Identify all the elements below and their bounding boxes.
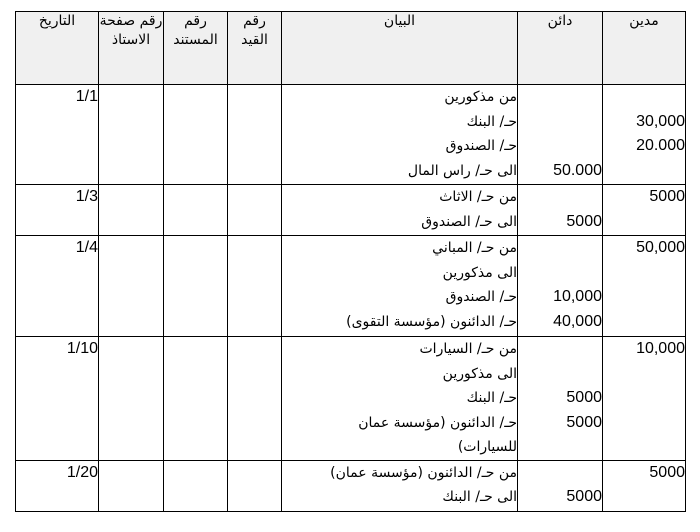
credit-value — [518, 337, 602, 362]
journal-entries-table — [15, 11, 686, 512]
document-no-cell — [164, 185, 228, 236]
description-line: للسيارات) — [457, 439, 517, 455]
credit-cell — [518, 460, 603, 511]
debit-value: 10,000 — [636, 340, 685, 357]
debit-value: 5000 — [649, 463, 685, 481]
description-line: حـ/ الدائنون (مؤسسة التقوى) — [346, 313, 517, 330]
debit-value: 50,000 — [636, 239, 685, 256]
debit-value — [603, 362, 685, 387]
credit-value — [518, 461, 602, 486]
debit-value — [603, 261, 685, 286]
description-line: حـ/ البنك — [466, 113, 517, 130]
credit-value — [518, 435, 602, 460]
credit-value: 5000 — [566, 488, 602, 505]
ledger-page-cell — [99, 85, 164, 185]
credit-value — [518, 85, 602, 110]
debit-cell — [603, 236, 686, 337]
description-line: من حـ/ المباني — [432, 240, 517, 256]
credit-value: 5000 — [566, 413, 602, 431]
header-document-no: رقم المستند — [164, 12, 228, 85]
credit-value — [518, 134, 602, 159]
header-description: البيان — [282, 12, 518, 85]
entry-no-cell — [228, 236, 282, 337]
debit-value — [603, 485, 685, 510]
entry-no-cell — [228, 460, 282, 511]
description-line: من حـ/ الدائنون (مؤسسة عمان) — [330, 464, 517, 481]
description-line: من مذكورين — [444, 89, 517, 105]
debit-value — [603, 159, 685, 184]
description-line: حـ/ الدائنون (مؤسسة عمان — [358, 414, 517, 431]
debit-value: 5000 — [649, 188, 685, 205]
credit-value — [518, 362, 602, 387]
date-cell: 1/1 — [16, 85, 99, 185]
header-entry-no: رقم القيد — [228, 12, 282, 85]
debit-value — [603, 210, 685, 235]
description-line: حـ/ الصندوق — [445, 138, 517, 154]
table-row — [16, 185, 686, 236]
debit-value — [603, 386, 685, 411]
description-line: الى حـ/ راس المال — [407, 162, 517, 179]
debit-value — [603, 411, 685, 436]
document-no-cell — [164, 460, 228, 511]
description-line: الى حـ/ البنك — [442, 489, 517, 505]
description-cell — [282, 460, 518, 511]
credit-value — [518, 110, 602, 135]
credit-value — [518, 261, 602, 286]
date-cell: 1/20 — [16, 460, 99, 511]
debit-cell — [603, 337, 686, 461]
date-cell: 1/3 — [16, 185, 99, 236]
debit-cell — [603, 85, 686, 185]
description-cell — [282, 85, 518, 185]
description-cell — [282, 236, 518, 337]
header-debit: مدين — [603, 12, 686, 85]
ledger-page-cell — [99, 460, 164, 511]
debit-value: 30,000 — [636, 112, 685, 130]
debit-cell — [603, 185, 686, 236]
ledger-page-cell — [99, 236, 164, 337]
description-line: الى مذكورين — [442, 365, 517, 382]
debit-value — [603, 310, 685, 335]
table-row — [16, 85, 686, 185]
credit-cell — [518, 85, 603, 185]
description-line: من حـ/ الاثاث — [439, 189, 517, 205]
header-credit: دائن — [518, 12, 603, 85]
credit-value: 10,000 — [553, 288, 602, 305]
description-cell — [282, 185, 518, 236]
credit-value: 5000 — [566, 389, 602, 406]
credit-value — [518, 185, 602, 210]
description-line: الى مذكورين — [442, 264, 517, 281]
header-ledger-page: رقم صفحة الاستاذ — [99, 12, 164, 85]
debit-value: 20.000 — [636, 137, 685, 154]
header-date: التاريخ — [16, 12, 99, 85]
document-no-cell — [164, 236, 228, 337]
entry-no-cell — [228, 85, 282, 185]
credit-value: 40,000 — [553, 312, 602, 330]
description-line: من حـ/ السيارات — [419, 341, 517, 357]
header-row — [16, 12, 686, 85]
description-line: الى حـ/ الصندوق — [421, 213, 517, 230]
credit-value — [518, 236, 602, 261]
ledger-page-cell — [99, 185, 164, 236]
debit-cell — [603, 460, 686, 511]
entry-no-cell — [228, 337, 282, 461]
credit-value: 50.000 — [553, 161, 602, 179]
date-cell: 1/10 — [16, 337, 99, 461]
description-line: حـ/ البنك — [466, 390, 517, 406]
credit-value: 5000 — [566, 212, 602, 230]
description-cell — [282, 337, 518, 461]
document-no-cell — [164, 85, 228, 185]
debit-value — [603, 285, 685, 310]
debit-value — [603, 85, 685, 110]
credit-cell — [518, 337, 603, 461]
table-row — [16, 460, 686, 511]
credit-cell — [518, 236, 603, 337]
table-row — [16, 236, 686, 337]
credit-cell — [518, 185, 603, 236]
table-row — [16, 337, 686, 461]
date-cell: 1/4 — [16, 236, 99, 337]
debit-value — [603, 435, 685, 460]
entry-no-cell — [228, 185, 282, 236]
ledger-page-cell — [99, 337, 164, 461]
description-line: حـ/ الصندوق — [445, 289, 517, 305]
document-no-cell — [164, 337, 228, 461]
